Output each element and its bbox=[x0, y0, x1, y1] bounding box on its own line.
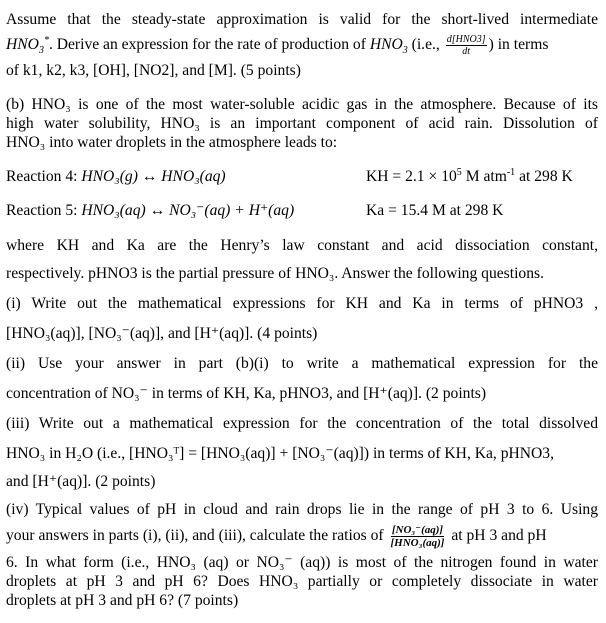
question-iv-line-1: (iv) Typical values of pH in cloud and rain drops lie in the range of pH 3 to 6. Using bbox=[6, 501, 598, 518]
hno3-star-formula: $HNO_3^*$ bbox=[6, 34, 49, 57]
reaction-4-constant: KH = $2.1 \times 10^5$ M atm$^{-1}$ at 298 K bbox=[366, 166, 573, 185]
reaction-4-equation: HNO₃(g) ↔ HNO₃(aq) bbox=[81, 168, 226, 185]
ratio-fraction: $\frac{\text{[NO₃⁻(aq)]}}{\text{[HNO₃(aq)]}}$ bbox=[390, 524, 445, 549]
part-b-line-3: HNO₃ into water droplets in the atmosphere leads to: bbox=[6, 134, 338, 151]
question-iv-line-5: droplets at pH 3 and pH 6? (7 points) bbox=[6, 592, 239, 609]
rate-fraction: $\frac{\text{d[HNO3]}}{dt}$ bbox=[446, 34, 486, 57]
reaction-5-equation: HNO₃(aq) ↔ NO₃⁻(aq) + H⁺(aq) bbox=[81, 202, 295, 219]
part-a-line-2: $HNO_3^*$. Derive an expression for the rate of production of $HNO_3$ (i.e., $\frac{\text{d[HNO3]}}{dt}$ ) in terms bbox=[6, 34, 549, 57]
where-line-1: where KH and Ka are the Henry’s law constant and acid dissociation constant, bbox=[6, 237, 598, 254]
reaction-5: Reaction 5: HNO₃(aq) ↔ NO₃⁻(aq) + H⁺(aq) Ka = 15.4 M at 298 K bbox=[6, 202, 504, 219]
question-ii-line-2: concentration of NO₃⁻ in terms of KH, Ka, pHNO3, and [H⁺(aq)]. (2 points) bbox=[6, 385, 487, 402]
question-iv-line-3: 6. In what form (i.e., HNO₃ (aq) or NO₃⁻ (aq)) is most of the nitrogen found in water bbox=[6, 554, 598, 571]
reaction-4: Reaction 4: HNO₃(g) ↔ HNO₃(aq) KH = $2.1 \times 10^5$ M atm$^{-1}$ at 298 K bbox=[6, 166, 573, 185]
question-iii-line-3: and [H⁺(aq)]. (2 points) bbox=[6, 473, 156, 490]
question-iii-line-1: (iii) Write out a mathematical expression for the concentration of the total dissolved bbox=[6, 415, 598, 432]
part-a-line-1: Assume that the steady-state approximation is valid for the short-lived intermediate bbox=[6, 11, 598, 28]
reaction-5-constant: Ka = 15.4 M at 298 K bbox=[366, 202, 504, 219]
question-i-line-2: [HNO₃(aq)], [NO₃⁻(aq)], and [H⁺(aq)]. (4 points) bbox=[6, 325, 318, 342]
part-a-line-3: of k1, k2, k3, [OH], [NO2], and [M]. (5 points) bbox=[6, 62, 301, 79]
part-b-line-2: high water solubility, HNO₃ is an important component of acid rain. Dissolution of bbox=[6, 115, 598, 132]
question-i-line-1: (i) Write out the mathematical expressions for KH and Ka in terms of pHNO3 , bbox=[6, 295, 598, 312]
question-iv-line-2: your answers in parts (i), (ii), and (iii), calculate the ratios of $\frac{\text{[NO₃⁻(aq)]}}{\text{[HNO₃(aq)]}}$ at pH 3 and pH bbox=[6, 524, 547, 549]
part-b-line-1: (b) HNO₃ is one of the most water-soluble acidic gas in the atmosphere. Because of its bbox=[6, 96, 598, 113]
question-iv-line-4: droplets at pH 3 and pH 6? Does HNO₃ partially or completely dissociate in water bbox=[6, 573, 598, 590]
question-iii-line-2: HNO₃ in H₂O (i.e., [HNO₃ᵀ] = [HNO₃(aq)] + [NO₃⁻(aq)]) in terms of KH, Ka, pHNO3, bbox=[6, 445, 554, 462]
where-line-2: respectively. pHNO3 is the partial pressure of HNO₃. Answer the following questions. bbox=[6, 265, 544, 282]
question-ii-line-1: (ii) Use your answer in part (b)(i) to write a mathematical expression for the bbox=[6, 355, 598, 372]
